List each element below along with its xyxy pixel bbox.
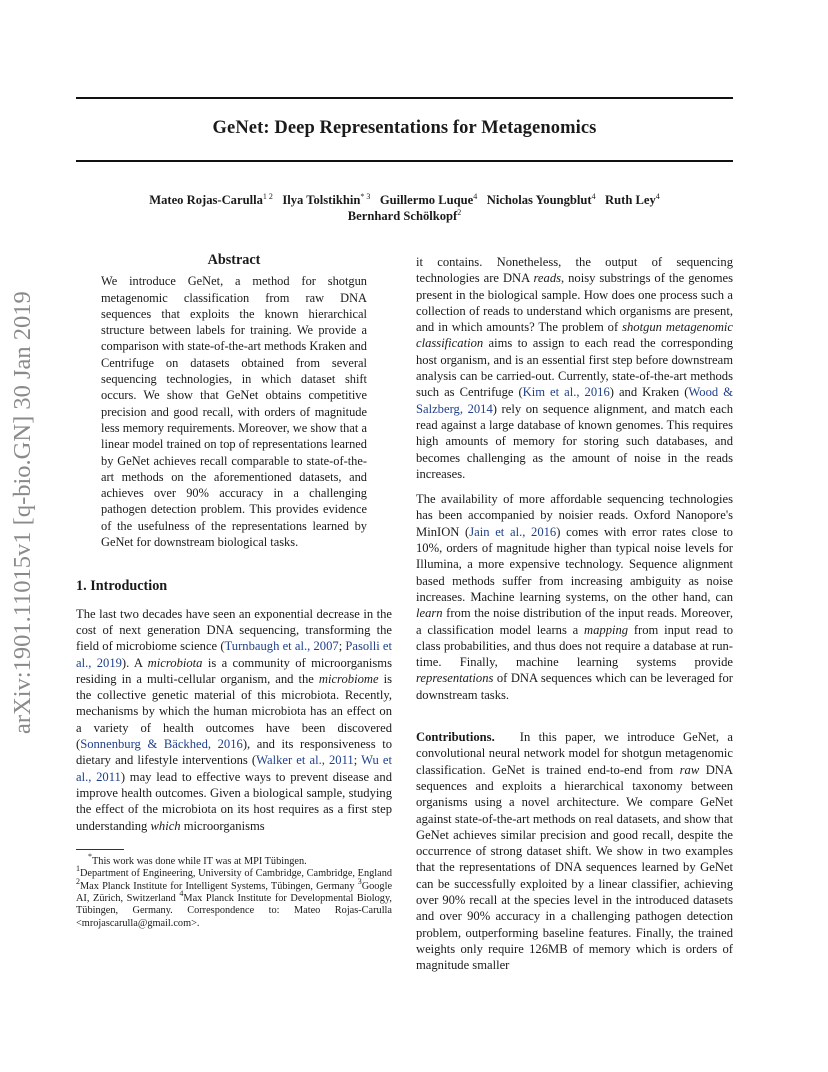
title-rule-top (76, 97, 733, 99)
paper-title: GeNet: Deep Representations for Metagenomics (212, 118, 597, 138)
intro-paragraph-2: it contains. Nonetheless, the output of sequencing technologies are DNA reads, noisy substrings of the genomes present in the biological sample. How does one process such a collection of reads to understand which organisms are present, and in which amounts? The problem of shotgun metagenomic classification aims to assign to each read the corresponding host organism, and is an essential first step before downstream analysis can be carried-out. Currently, state-of-the-art methods such as Centrifuge (Kim et al., 2016) and Kraken (Wood & Salzberg, 2014) rely on sequence alignment, and match each read against a large database of known genomes. This requires high amounts of memory for storing such databases, and becomes challenging as the amount of noise in the reads increases. (416, 255, 733, 481)
intro-paragraph-1: The last two decades have seen an exponential decrease in the cost of next generation DNA sequencing, transforming the field of microbiome science (Turnbaugh et al., 2007; Pasolli et al., 2019). A microbiota is a community of microorganisms residing in a multi-cellular organism, and the microbiome is the collective genetic material of this microbiota. Recently, mechanisms by which the human microbiota has an effect on a variety of health outcomes have been discovered (Sonnenburg & Bäckhed, 2016), and its responsiveness to dietary and lifestyle interventions (Walker et al., 2011; Wu et al., 2011) may lead to effective ways to prevent disease and improve health outcomes. Given a biological sample, studying the effect of the microbiota on its host requires as a first step understanding which microorganisms (76, 606, 393, 833)
contributions-paragraph: Contributions. In this paper, we introduce GeNet, a convolutional neural network model for shotgun metagenomic classification. GeNet is trained end-to-end from raw DNA sequences and exploits a hierarchical taxonomy between organisms using a novel architecture. We compare GeNet against state-of-the-art methods on real datasets, and show that GeNet achieves similar precision and good recall, despite the occurrence of strong dataset shift. We show in two examples that the representations of DNA sequences learned by GeNet can be successfully exploited by a linear classifier, achieving over 90% recall at the species level in the introduced datasets and over 90% accuracy in a challenging pathogen detection problem, outperforming baseline features. Finally, the trained weights only require 126MB of memory which is orders of magnitude smaller (416, 730, 733, 973)
contributions-heading: Contributions. (416, 730, 495, 745)
author: Mateo Rojas-Carulla$^{1 2}$ (149, 192, 273, 207)
author-line-2 (76, 208, 733, 224)
right-column (416, 254, 733, 973)
footnote-separator (76, 849, 124, 850)
arxiv-identifier[interactable]: arXiv:1901.11015v1 [q-bio.GN] 30 Jan 2019 (9, 291, 36, 734)
citation-link[interactable]: Turnbaugh et al., 2007 (224, 639, 339, 654)
citation-link[interactable]: Walker et al., 2011 (256, 753, 354, 768)
citation-link[interactable]: Kim et al., 2016 (522, 385, 610, 400)
intro-paragraph-3: The availability of more affordable sequencing technologies has been accompanied by noisier reads. Oxford Nanopore's MinION (Jain et al., 2016) comes with error rates close to 10%, orders of magnitude higher than typical noise levels for Illumina, a more expensive technology. Sequence alignment based methods suffer from increasing ambiguity as noise increases. Machine learning systems, on the other hand, can learn from the noise distribution of the input reads. Moreover, a classification model learns a mapping from input read to class probabilities, and thus does not require a database at run-time. Finally, machine learning systems provide representations of DNA sequences which can be leveraged for downstream tasks. (416, 492, 733, 702)
left-column (76, 252, 392, 930)
title-rule-bottom (76, 160, 733, 162)
author: Ruth Ley$^4$ (605, 192, 660, 207)
citation-link[interactable]: Sonnenburg & Bäckhed, 2016 (80, 737, 243, 752)
citation-link[interactable]: Wu et al., 2011 (76, 753, 393, 784)
author-list (76, 192, 733, 224)
citation-link[interactable]: Wood & Salzberg, 2014 (416, 385, 733, 416)
citation-link[interactable]: Jain et al., 2016 (469, 524, 557, 539)
author: Nicholas Youngblut$^4$ (486, 192, 596, 207)
author: Ilya Tolstikhin$^{* 3}$ (282, 192, 371, 207)
abstract-text: We introduce GeNet, a method for shotgun metagenomic classification from raw DNA sequences that exploits the known hierarchical structure between labels for training. We provide a comparison with state-of-the-art methods Kraken and Centrifuge on datasets obtained from several sequencing technologies, in which dataset shift occurs. We show that GeNet obtains competitive precision and good recall, with orders of magnitude less memory requirements. Moreover, we show that a linear model trained on top of representations learned by GeNet achieves recall comparable to state-of-the-art methods on the aforementioned datasets, and achieves over 90% accuracy in a challenging pathogen detection problem. This provides evidence of the usefulness of the representations learned by GeNet for downstream biological tasks. (101, 274, 367, 550)
author-line-1 (76, 192, 733, 208)
author: Bernhard Schölkopf$^2$ (347, 208, 462, 223)
section-heading-introduction: 1. Introduction (76, 578, 168, 595)
footnote-affiliations: *This work was done while IT was at MPI Tübingen. $^1$Department of Engineering, University of Cambridge, Cambridge, England $^2$Max Planck Institute for Intelligent Systems, Tübingen, Germany $^3$Google AI, Zürich, Switzerland $^4$Max Planck Institute for Developmental Biology, Tübingen, Germany. Correspondence to: Mateo Rojas-Carulla <mrojascarulla@gmail.com>. (76, 851, 393, 929)
citation-link[interactable]: Pasolli et al., 2019 (76, 639, 393, 670)
abstract-heading: Abstract (207, 252, 261, 268)
author: Guillermo Luque$^4$ (379, 192, 478, 207)
